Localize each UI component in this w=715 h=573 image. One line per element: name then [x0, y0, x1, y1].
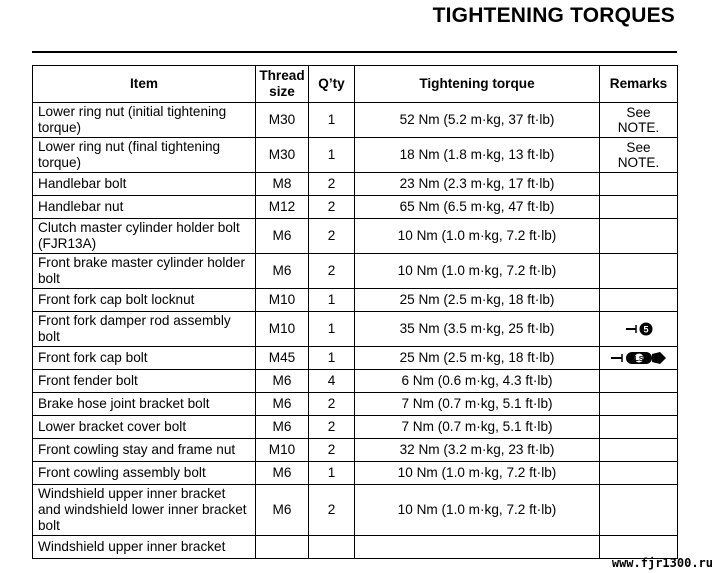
cell-item: Front cowling stay and frame nut: [33, 439, 256, 462]
cell-tightening-torque: 25 Nm (2.5 m·kg, 18 ft·lb): [355, 347, 600, 370]
tightening-torque-table: [32, 65, 678, 559]
cell-qty: 1: [309, 138, 355, 173]
page-title: TIGHTENING TORQUES: [432, 4, 675, 27]
cell-thread-size: M30: [256, 138, 309, 173]
cell-qty: 2: [309, 173, 355, 196]
cell-item: Front fork cap bolt: [33, 347, 256, 370]
cell-tightening-torque: 10 Nm (1.0 m·kg, 7.2 ft·lb): [355, 219, 600, 254]
cell-thread-size: M10: [256, 289, 309, 312]
cell-tightening-torque: 35 Nm (3.5 m·kg, 25 ft·lb): [355, 312, 600, 347]
cell-thread-size: M6: [256, 485, 309, 536]
cell-item: Brake hose joint bracket bolt: [33, 393, 256, 416]
cell-item: Front cowling assembly bolt: [33, 462, 256, 485]
cell-item: Handlebar bolt: [33, 173, 256, 196]
cell-thread-size: M10: [256, 312, 309, 347]
column-header-thread-size: Thread size: [256, 66, 309, 103]
cell-qty: 2: [309, 439, 355, 462]
table-row: [33, 462, 678, 485]
table-row: [33, 312, 678, 347]
cell-item: Handlebar nut: [33, 196, 256, 219]
cell-qty: 1: [309, 462, 355, 485]
table-row: [33, 485, 678, 536]
cell-tightening-torque: 10 Nm (1.0 m·kg, 7.2 ft·lb): [355, 462, 600, 485]
cell-remarks: See NOTE.: [600, 138, 678, 173]
title-divider: [32, 51, 677, 53]
cell-remarks: [600, 173, 678, 196]
cell-qty: 2: [309, 393, 355, 416]
cell-qty: 1: [309, 347, 355, 370]
cell-remarks: [600, 289, 678, 312]
table-row: [33, 254, 678, 289]
cell-qty: 1: [309, 289, 355, 312]
column-header-remarks: Remarks: [600, 66, 678, 103]
cell-qty: 2: [309, 219, 355, 254]
cell-tightening-torque: 65 Nm (6.5 m·kg, 47 ft·lb): [355, 196, 600, 219]
cell-item: Lower ring nut (initial tightening torque): [33, 103, 256, 138]
cell-item: Windshield upper inner bracket: [33, 536, 256, 559]
cell-remarks: [600, 196, 678, 219]
watermark: www.fjr1300.ru: [611, 556, 713, 570]
table-row: [33, 289, 678, 312]
cell-thread-size: M6: [256, 416, 309, 439]
cell-remarks: [600, 347, 678, 370]
column-header-item: Item: [33, 66, 256, 103]
cell-item: Front fork damper rod assembly bolt: [33, 312, 256, 347]
cell-tightening-torque: [355, 536, 600, 559]
cell-qty: 1: [309, 103, 355, 138]
cell-tightening-torque: 52 Nm (5.2 m·kg, 37 ft·lb): [355, 103, 600, 138]
cell-tightening-torque: 6 Nm (0.6 m·kg, 4.3 ft·lb): [355, 370, 600, 393]
cell-tightening-torque: 10 Nm (1.0 m·kg, 7.2 ft·lb): [355, 254, 600, 289]
table-row: [33, 439, 678, 462]
cell-thread-size: M6: [256, 462, 309, 485]
cell-remarks: [600, 370, 678, 393]
cell-tightening-torque: 10 Nm (1.0 m·kg, 7.2 ft·lb): [355, 485, 600, 536]
cell-thread-size: M6: [256, 219, 309, 254]
thread-locker-icon: [605, 320, 672, 338]
column-header-qty: Q’ty: [309, 66, 355, 103]
cell-qty: [309, 536, 355, 559]
cell-tightening-torque: 32 Nm (3.2 m·kg, 23 ft·lb): [355, 439, 600, 462]
cell-remarks: [600, 416, 678, 439]
cell-qty: 2: [309, 254, 355, 289]
cell-thread-size: M8: [256, 173, 309, 196]
cell-item: Lower ring nut (final tightening torque): [33, 138, 256, 173]
table-body: [33, 103, 678, 559]
cell-remarks: [600, 312, 678, 347]
table-row: [33, 370, 678, 393]
cell-qty: 1: [309, 312, 355, 347]
cell-qty: 2: [309, 196, 355, 219]
cell-thread-size: M10: [256, 439, 309, 462]
table-header-row: [33, 66, 678, 103]
table-row: [33, 138, 678, 173]
cell-thread-size: M6: [256, 254, 309, 289]
cell-thread-size: [256, 536, 309, 559]
cell-qty: 4: [309, 370, 355, 393]
table-row: [33, 347, 678, 370]
cell-thread-size: M30: [256, 103, 309, 138]
cell-thread-size: M12: [256, 196, 309, 219]
cell-item: Lower bracket cover bolt: [33, 416, 256, 439]
table-row: [33, 536, 678, 559]
svg-text:LS: LS: [633, 354, 644, 363]
table-row: [33, 219, 678, 254]
cell-remarks: [600, 219, 678, 254]
cell-tightening-torque: 7 Nm (0.7 m·kg, 5.1 ft·lb): [355, 393, 600, 416]
table-row: [33, 196, 678, 219]
cell-remarks: [600, 254, 678, 289]
table-row: [33, 173, 678, 196]
cell-remarks: [600, 485, 678, 536]
cell-tightening-torque: 7 Nm (0.7 m·kg, 5.1 ft·lb): [355, 416, 600, 439]
cell-item: Clutch master cylinder holder bolt (FJR13A): [33, 219, 256, 254]
cell-qty: 2: [309, 416, 355, 439]
cell-tightening-torque: 25 Nm (2.5 m·kg, 18 ft·lb): [355, 289, 600, 312]
cell-remarks: See NOTE.: [600, 103, 678, 138]
column-header-tightening-torque: Tightening torque: [355, 66, 600, 103]
cell-remarks: [600, 462, 678, 485]
cell-tightening-torque: 18 Nm (1.8 m·kg, 13 ft·lb): [355, 138, 600, 173]
table-row: [33, 393, 678, 416]
cell-qty: 2: [309, 485, 355, 536]
cell-item: Front brake master cylinder holder bolt: [33, 254, 256, 289]
table-row: [33, 416, 678, 439]
cell-remarks: [600, 393, 678, 416]
cell-thread-size: M6: [256, 370, 309, 393]
cell-item: Windshield upper inner bracket and windshield lower inner bracket bolt: [33, 485, 256, 536]
cell-item: Front fender bolt: [33, 370, 256, 393]
cell-tightening-torque: 23 Nm (2.3 m·kg, 17 ft·lb): [355, 173, 600, 196]
table-row: [33, 103, 678, 138]
cell-thread-size: M6: [256, 393, 309, 416]
cell-thread-size: M45: [256, 347, 309, 370]
lithium-grease-icon: [605, 349, 672, 367]
cell-remarks: [600, 439, 678, 462]
svg-text:5: 5: [642, 324, 649, 335]
cell-item: Front fork cap bolt locknut: [33, 289, 256, 312]
